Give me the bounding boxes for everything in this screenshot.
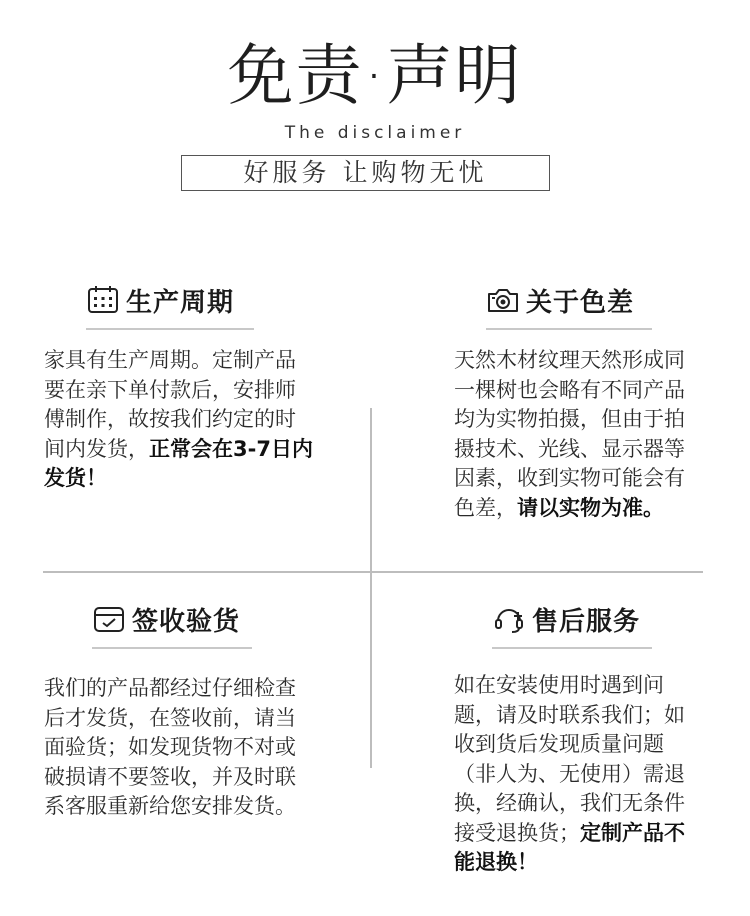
section-inspection-text (44, 674, 314, 822)
section-title: 关于色差 (526, 287, 635, 318)
section-body: 我们的产品都经过仔细检查后才发货，在签收前，请当面验货；如发现货物不对或破损请不要签收，并及时联系客服重新给您安排发货。 (44, 676, 296, 818)
calendar-icon (86, 285, 120, 315)
section-production-cycle-header (86, 280, 254, 330)
section-color-difference-header (486, 280, 652, 330)
section-after-sales-text (454, 671, 694, 878)
horizontal-divider (43, 571, 703, 573)
slogan-banner: 好服务 让购物无忧 (181, 155, 550, 191)
section-title: 签收验货 (132, 606, 241, 637)
section-title: 售后服务 (532, 606, 641, 637)
customer-service-icon (492, 604, 526, 634)
package-check-icon (92, 604, 126, 634)
header (0, 0, 750, 220)
section-body: 如在安装使用时遇到问题，请及时联系我们；如收到货后发现质量问题（非人为、无使用）需退换，经确认，我们无条件接受退换货； (454, 673, 685, 845)
section-inspection-header (92, 599, 252, 649)
section-emphasis: 请以实物为准。 (517, 495, 664, 520)
section-emphasis: 正常会在3-7日内发货！ (44, 436, 313, 490)
page-title: 免责·声明 (227, 37, 523, 114)
section-body: 天然木材纹理天然形成同一棵树也会略有不同产品均为实物拍摄，但由于拍摄技术、光线、显示器等因素，收到实物可能会有色差， (454, 348, 685, 520)
section-after-sales-header (492, 599, 652, 649)
page-subtitle: The disclaimer (284, 123, 466, 143)
section-emphasis: 定制产品不能退换！ (454, 820, 685, 874)
section-production-cycle-text (44, 346, 314, 494)
section-title: 生产周期 (126, 287, 235, 318)
section-body: 家具有生产周期。定制产品要在亲下单付款后，安排师傅制作，故按我们约定的时间内发货， (44, 348, 296, 461)
section-color-difference-text (454, 346, 694, 523)
camera-icon (486, 285, 520, 315)
vertical-divider (370, 408, 372, 768)
